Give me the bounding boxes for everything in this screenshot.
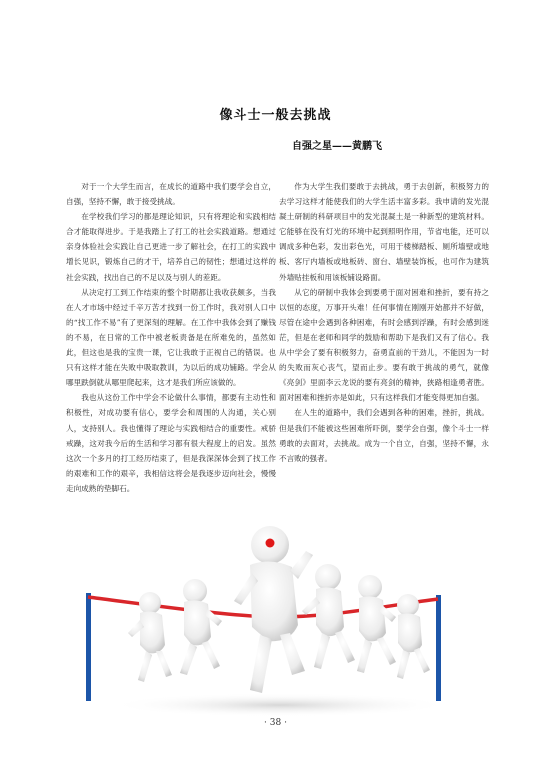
right-text-column [279, 179, 489, 466]
paragraph: 在学校我们学习的都是理论知识，只有将理论和实践相结合才能取得进步。于是我踏上了打工的社会实践道路。想通过亲身体验社会实践让自己更进一步了解社会，在打工的实践中增长见识，锻炼自己的才干，培养自己的韧性；想通过这样的社会实践，找出自己的不足以及与别人的差距。 [66, 212, 276, 282]
paragraph: 从它的研制中我体会到要勇于面对困难和挫折，要有持之以恒的态度，万事开头难！任何事情在刚刚开始都并不好做，尽管在途中会遇到各种困难，有时会感到浮躁，有时会感到迷茫，但是在老师和同学的鼓励和帮助下是我们又有了信心。我从中学会了要有积极努力，奋勇直前的干劲儿，不能因为一时的失败而灰心丧气，望而止步。要有敢于挑战的勇气，就像《亮剑》里面李云龙说的要有亮剑的精神，狭路相逢勇者胜。面对困难和挫折亦是如此，只有这样我们才能变得更加自强。 [279, 287, 489, 403]
runner-left-2 [180, 579, 222, 675]
paragraph: 作为大学生我们要敢于去挑战，勇于去创新，积极努力的去学习这样才能使我们的大学生活丰富多彩。我申请的发光混凝土研制的科研项目中的发光混凝土是一种新型的建筑材料。它能够在没有灯光的环境中起到照明作用，节省电能，还可以调成多种色彩，发出彩色光，可用于楼梯踏板、厕所墙壁或地板、客厅内墙板或地板砖、窗台、墙壁装饰板，也可作为建筑外墙贴挂板和用该板铺设路面。 [279, 182, 489, 282]
left-post [86, 593, 91, 701]
paragraph: 对于一个大学生而言，在成长的道路中我们要学会自立，自强，坚持不懈，敢于接受挑战。 [66, 182, 276, 207]
paragraph: 在人生的道路中，我们会遇到各种的困难，挫折，挑战。但是我们不能被这些困难所吓倒，要学会自强，像个斗士一样勇敢的去面对，去挑战。成为一个自立，自强，坚持不懈，永不言败的强者。 [279, 408, 489, 463]
head-mark [266, 539, 275, 548]
right-post [436, 595, 441, 701]
race-finish-line-figures-icon [70, 505, 500, 720]
article-byline: 自强之星——黄鹏飞 [292, 141, 382, 152]
lead-runner [234, 526, 313, 693]
page-number: · 38 · [264, 718, 287, 728]
ground-shadow [110, 693, 450, 717]
paragraph: 我也从这份工作中学会不论做什么事情，都要有主动性和积极性，对成功要有信心，要学会和周围的人沟通，关心别人，支持别人。我也懂得了理论与实践相结合的重要性。戒骄戒躁，这对我今后的生活和学习都有很大程度上的启发。虽然这次一个多月的打工经历结束了，但是我深深体会到了找工作的艰难和工作的艰辛，我相信这将会是我逐步迈向社会，慢慢走向成熟的垫脚石。 [66, 393, 276, 493]
left-text-column [66, 179, 276, 496]
article-title: 像斗士一般去挑战 [219, 108, 332, 123]
runner-right-2 [357, 575, 396, 673]
runner-right-3 [397, 594, 430, 679]
paragraph: 从决定打工到工作结束的整个时期都让我收获颇多，当我在人才市场中经过千辛万苦才找到一份工作时，我对别人口中的“找工作不易”有了更深刻的理解。在工作中我体会到了赚钱的不易，在日常的工作中被老板责备是在所难免的，虽然如此，但这也是我的宝贵一课，它让我敢于正视自己的错误。也只有这样才能在失败中吸取教训，为以后的成功铺路。学会从哪里跌倒就从哪里爬起来，这才是我们所应该做的。 [66, 287, 276, 388]
